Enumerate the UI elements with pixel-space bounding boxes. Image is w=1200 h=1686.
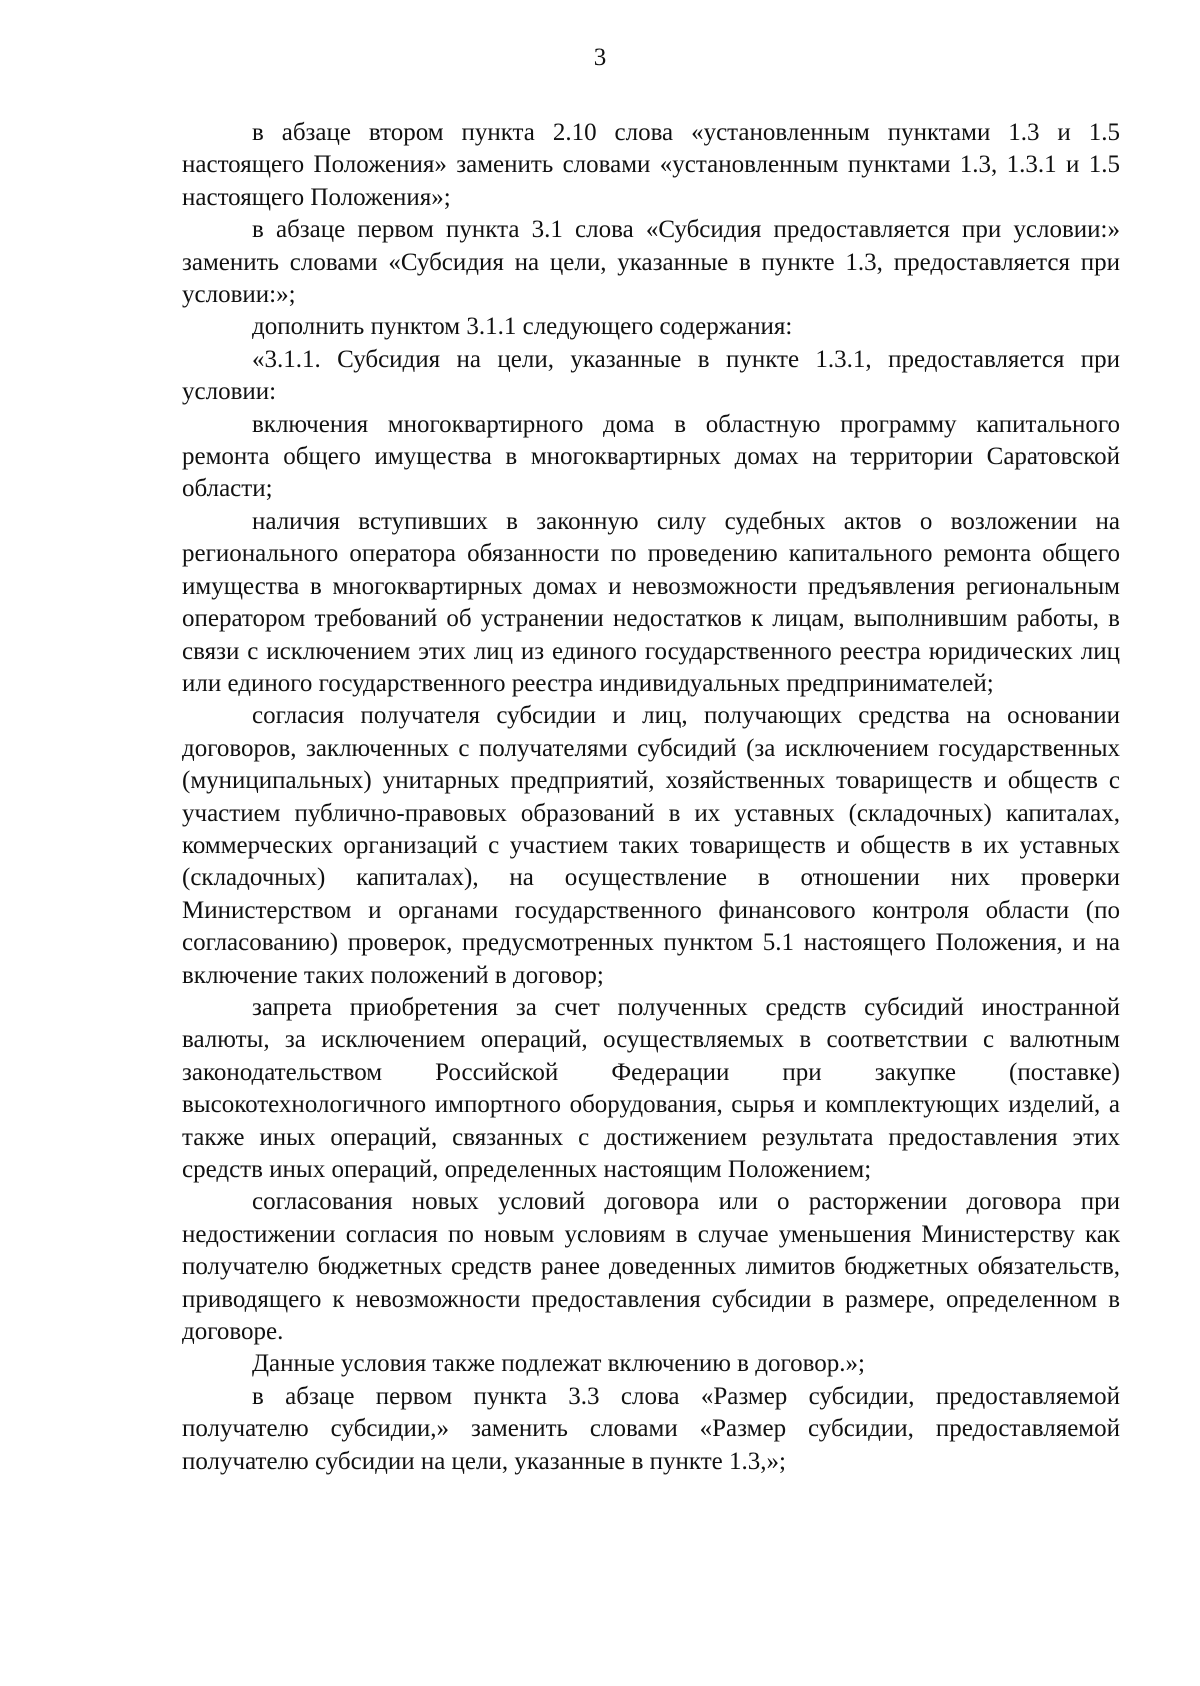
document-body — [182, 117, 1120, 1478]
paragraph: в абзаце первом пункта 3.1 слова «Субсидия предоставляется при условии:» заменить словами «Субсидия на цели, указанные в пункте 1.3, предоставляется при условии:»; — [182, 216, 1120, 309]
paragraph: наличия вступивших в законную силу судебных актов о возложении на регионального оператора обязанности по проведению капитального ремонта общего имущества в многоквартирных домах и невозможности предъявления региональным оператором требований об устранении недостатков к лицам, выполнившим работы, в связи с исключением этих лиц из единого государственного реестра юридических лиц или единого государственного реестра индивидуальных предпринимателей; — [182, 507, 1120, 697]
paragraph: в абзаце первом пункта 3.3 слова «Размер субсидии, предоставляемой получателю субсидии,» заменить словами «Размер субсидии, предоставляемой получателю субсидии на цели, указанные в пункте 1.3,»; — [182, 1382, 1120, 1475]
paragraph: Данные условия также подлежат включению в договор.»; — [252, 1350, 865, 1378]
paragraph: «3.1.1. Субсидия на цели, указанные в пункте 1.3.1, предоставляется при условии: — [182, 345, 1120, 406]
paragraph: запрета приобретения за счет полученных средств субсидий иностранной валюты, за исключением операций, осуществляемых в соответствии с валютным законодательством Российской Федерации при закупке (поставке) высокотехнологичного импортного оборудования, сырья и комплектующих изделий, а также иных операций, связанных с достижением результата предоставления этих средств иных операций, определенных настоящим Положением; — [182, 993, 1120, 1183]
paragraph: в абзаце втором пункта 2.10 слова «установленным пунктами 1.3 и 1.5 настоящего Положения» заменить словами «установленным пунктами 1.3, 1.3.1 и 1.5 настоящего Положения»; — [182, 119, 1120, 211]
paragraph: согласия получателя субсидии и лиц, получающих средства на основании договоров, заключенных с получателями субсидий (за исключением государственных (муниципальных) унитарных предприятий, хозяйственных товариществ и обществ с участием публично-правовых образований в их уставных (складочных) капиталах, коммерческих организаций с участием таких товариществ и обществ в их уставных (складочных) капиталах), на осуществление в отношении них проверки Министерством и органами государственного финансового контроля области (по согласованию) проверок, предусмотренных пунктом 5.1 настоящего Положения, и на включение таких положений в договор; — [182, 702, 1120, 989]
paragraph: включения многоквартирного дома в областную программу капитального ремонта общего имущества в многоквартирных домах на территории Саратовской области; — [182, 410, 1120, 503]
page-number: 3 — [593, 44, 607, 71]
paragraph: дополнить пунктом 3.1.1 следующего содержания: — [252, 313, 793, 341]
paragraph: согласования новых условий договора или о расторжении договора при недостижении согласия по новым условиям в случае уменьшения Министерству как получателю бюджетных средств ранее доведенных лимитов бюджетных обязательств, приводящего к невозможности предоставления субсидии в размере, определенном в договоре. — [182, 1188, 1120, 1346]
